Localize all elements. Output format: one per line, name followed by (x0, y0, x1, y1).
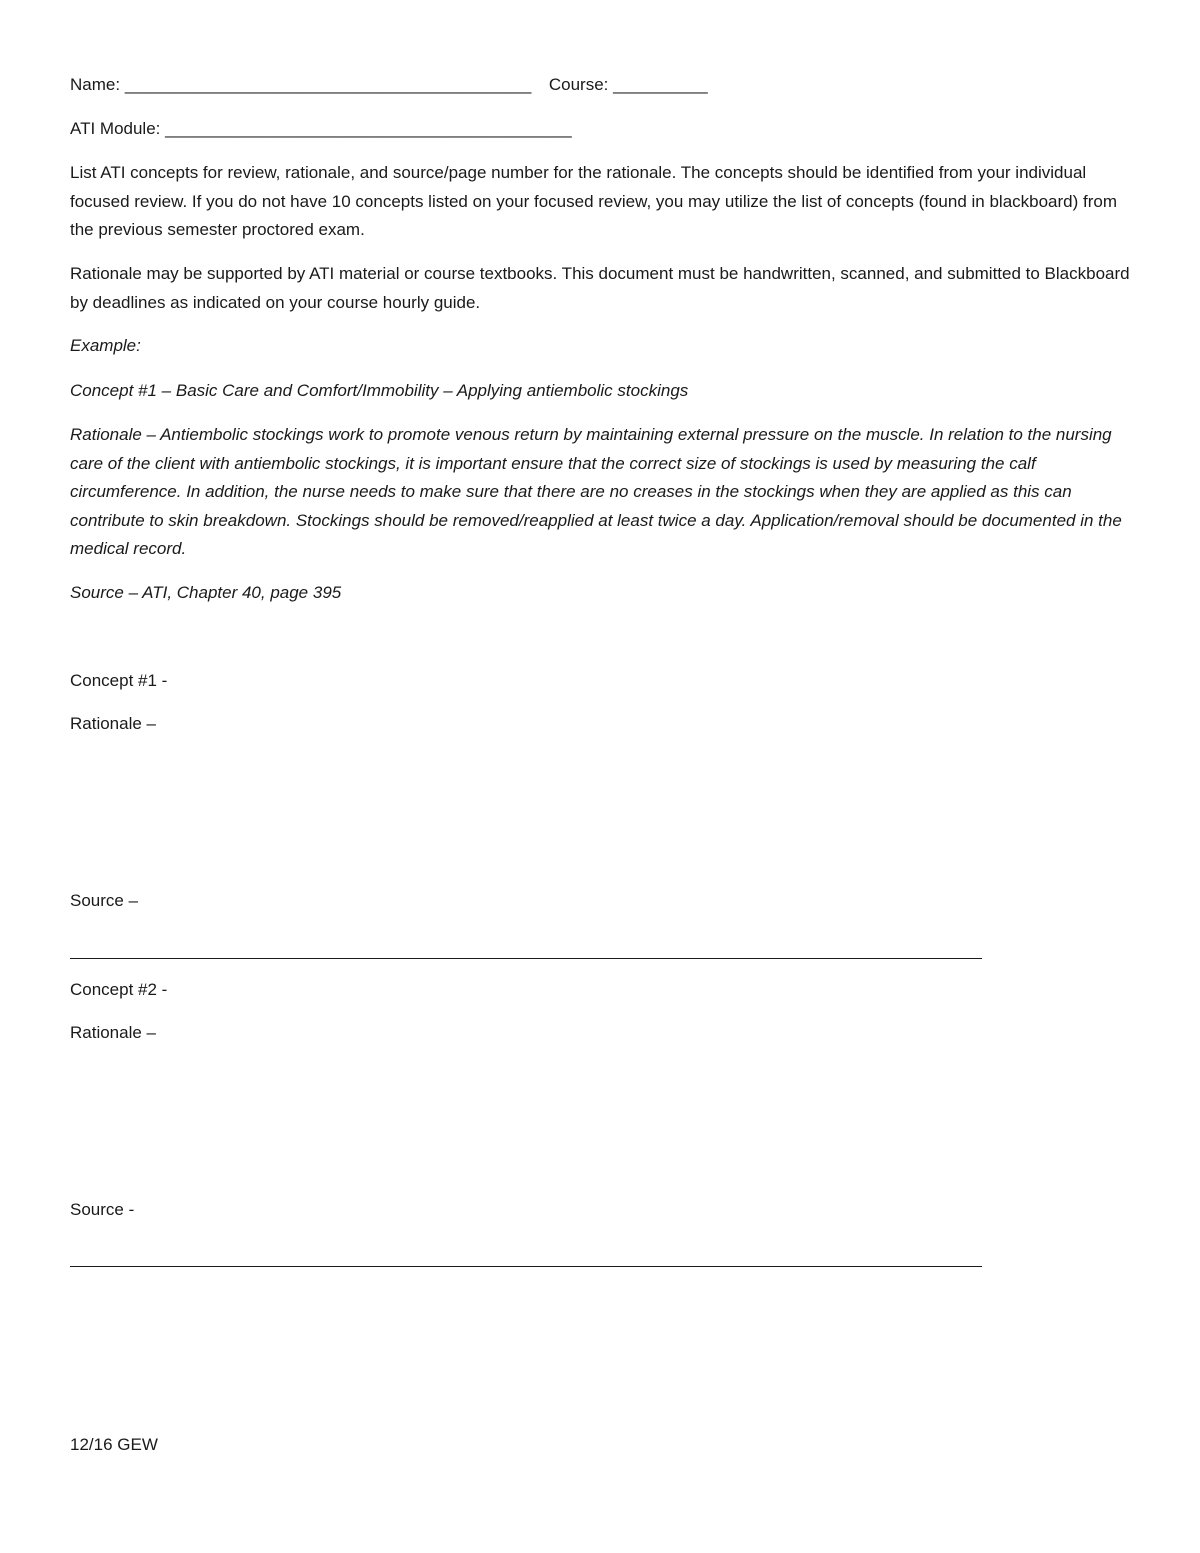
course-label: Course: (548, 75, 609, 94)
name-blank[interactable]: ___________________________________________ (124, 75, 532, 94)
example-concept: Concept #1 – Basic Care and Comfort/Immobility – Applying antiembolic stockings (70, 381, 689, 400)
course-blank[interactable]: __________ (613, 75, 708, 94)
example-rationale: Rationale – Antiembolic stockings work to promote venous return by maintaining external pressure on the muscle. In relation to the nursing care of the client with antiembolic stockings, it is important ensure that the correct size of stockings is used by measuring the calf circumference. In addition, the nurse needs to make sure that there are no creases in the stockings when they are applied as this can contribute to skin breakdown. Stockings should be removed/reapplied at least twice a day. Application/removal should be documented in the medical record. (70, 425, 1122, 558)
entry-1-divider (70, 958, 982, 959)
instructions-paragraph-1: List ATI concepts for review, rationale, and source/page number for the rationale. The concepts should be identified from your individual focused review. If you do not have 10 concepts listed on your focused review, you may utilize the list of concepts (found in blackboard) from the previous semester proctored exam. (70, 163, 1118, 239)
module-blank[interactable]: ___________________________________________ (165, 119, 572, 138)
name-field-row (70, 71, 708, 99)
example-heading: Example: (70, 336, 141, 355)
concept-2-label: Concept #2 - (70, 980, 168, 999)
source-2-label: Source - (70, 1200, 135, 1219)
footer-note: 12/16 GEW (70, 1435, 158, 1454)
source-1-label: Source – (70, 891, 139, 910)
module-label: ATI Module: (70, 119, 161, 138)
concept-1-label: Concept #1 - (70, 671, 168, 690)
module-field-row (70, 115, 572, 143)
entry-2-divider (70, 1266, 982, 1267)
rationale-1-label: Rationale – (70, 714, 157, 733)
name-label: Name: (70, 75, 121, 94)
rationale-2-label: Rationale – (70, 1023, 157, 1042)
instructions-paragraph-2: Rationale may be supported by ATI material or course textbooks. This document must be handwritten, scanned, and submitted to Blackboard by deadlines as indicated on your course hourly guide. (70, 264, 1130, 312)
example-source: Source – ATI, Chapter 40, page 395 (70, 583, 342, 602)
